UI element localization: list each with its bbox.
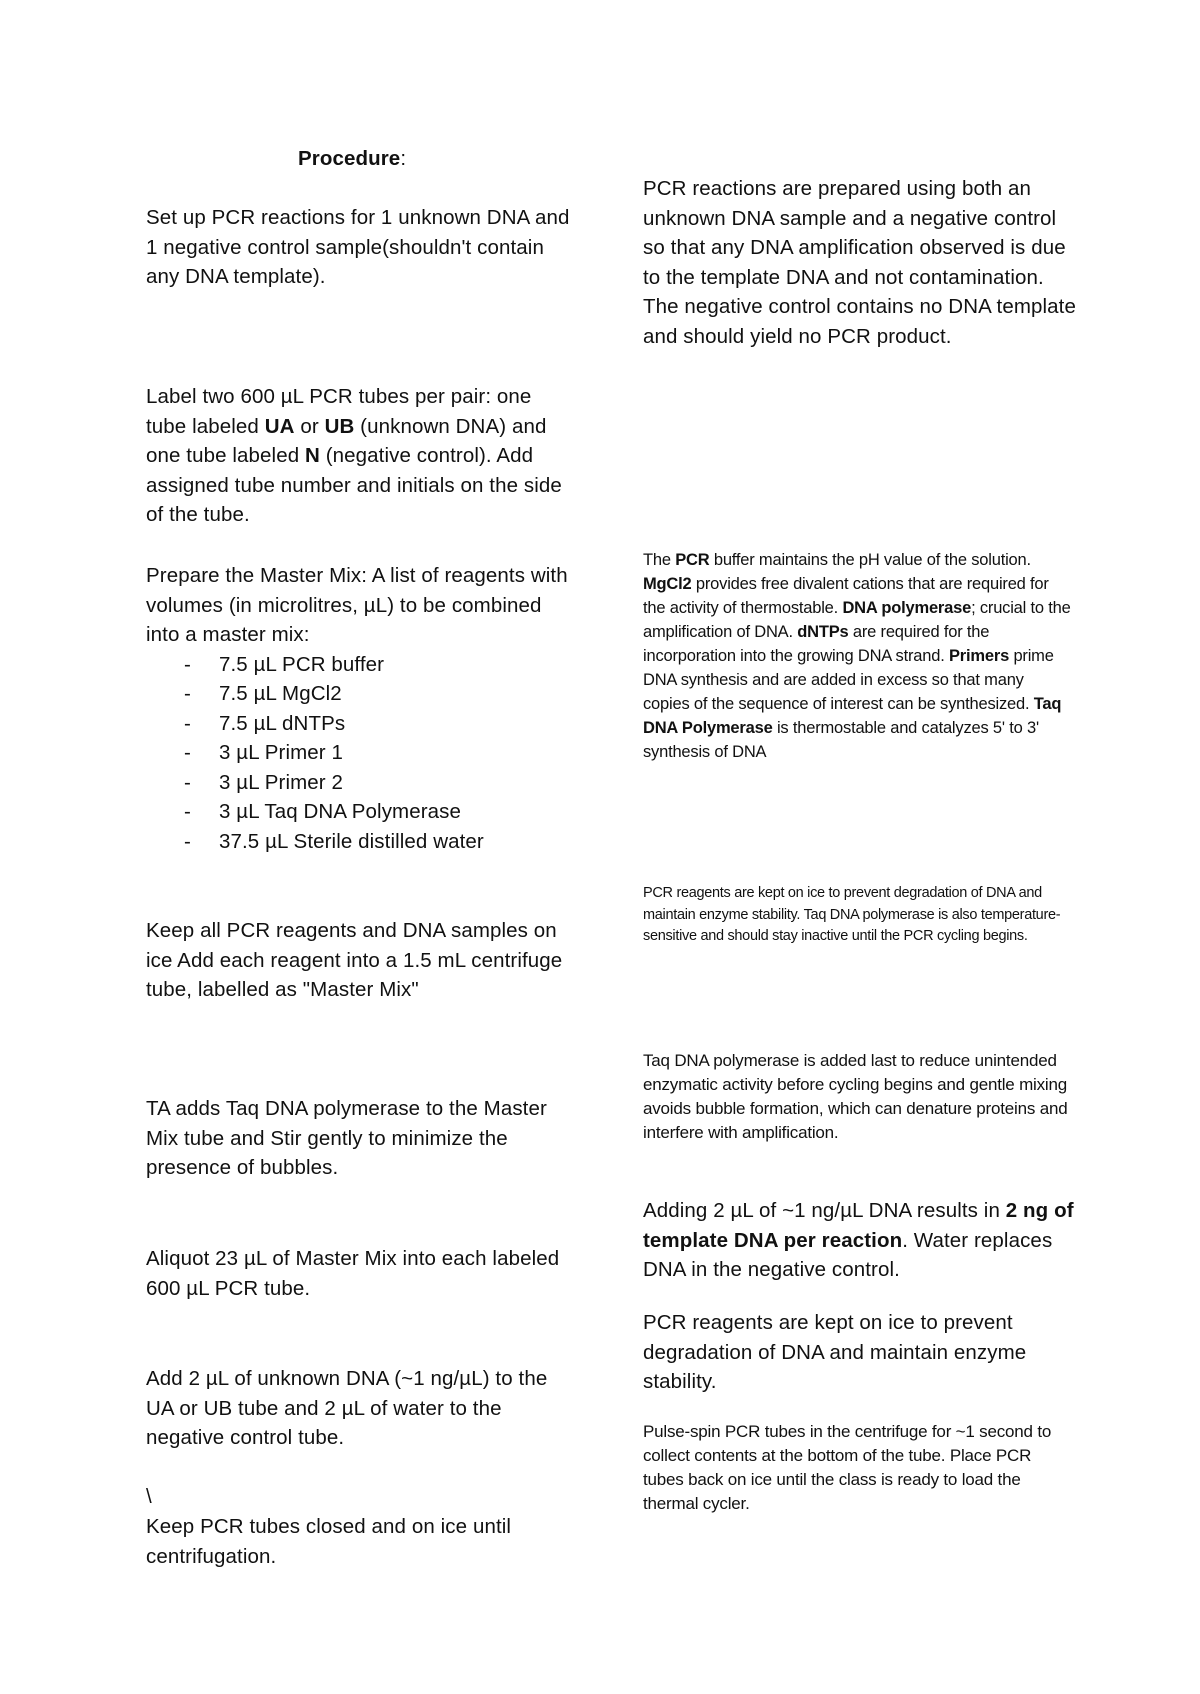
list-item: - 7.5 µL MgCl2 — [184, 682, 342, 705]
list-item: - 7.5 µL PCR buffer — [184, 652, 385, 676]
taq-last-note: Taq DNA polymerase is added last to reduce unintended enzymatic activity before cycling begins and gentle mixing avoids bubble formation, which can denature proteins and interfere with amplification. — [643, 1051, 1068, 1142]
keep-on-ice-step: Keep all PCR reagents and DNA samples on ice Add each reagent into a 1.5 mL centrifuge tube, labelled as "Master Mix" — [146, 919, 563, 1001]
ice-note: PCR reagents are kept on ice to prevent degradation of DNA and maintain enzyme stability. Taq DNA polymerase is also temperature-sensitive and should stay inactive until the PCR cycling begins. — [643, 885, 1061, 944]
list-item: - 3 µL Taq DNA Polymerase — [184, 800, 462, 823]
ta-adds-taq-step: TA adds Taq DNA polymerase to the Master Mix tube and Stir gently to minimize the presence of bubbles. — [146, 1097, 547, 1179]
aliquot-step: Aliquot 23 µL of Master Mix into each labeled 600 µL PCR tube. — [146, 1247, 560, 1300]
list-item: - 7.5 µL dNTPs — [184, 711, 346, 735]
template-amount-note: Adding 2 µL of ~1 ng/µL DNA results in 2 ng of template DNA per reaction. Water replaces DNA in the negative control. — [643, 1199, 1074, 1281]
list-item: - 37.5 µL Sterile distilled water — [184, 829, 484, 853]
ice-note-2: PCR reagents are kept on ice to prevent degradation of DNA and maintain enzyme stability. — [643, 1311, 1027, 1393]
backslash-mark: \ — [146, 1485, 152, 1508]
list-item: - 3 µL Primer 1 — [184, 741, 343, 764]
master-mix-intro: Prepare the Master Mix: A list of reagents with volumes (in microlitres, µL) to be combined into a master mix: — [146, 564, 568, 646]
pulse-spin-note: Pulse-spin PCR tubes in the centrifuge for ~1 second to collect contents at the bottom of the tube. Place PCR tubes back on ice until the class is ready to load the thermal cycler. — [643, 1422, 1052, 1513]
keep-closed-step: Keep PCR tubes closed and on ice until centrifugation. — [146, 1515, 512, 1568]
label-tubes-step: Label two 600 µL PCR tubes per pair: one tube labeled UA or UB (unknown DNA) and one tube labeled N (negative control). Add assigned tube number and initials on the side of the tube. — [146, 385, 568, 526]
list-item: - 3 µL Primer 2 — [184, 770, 343, 794]
negative-control-note: PCR reactions are prepared using both an unknown DNA sample and a negative control so that any DNA amplification observed is due to the template DNA and not contamination. The negative control contains no DNA template and should yield no PCR product. — [643, 177, 1076, 348]
setup-step: Set up PCR reactions for 1 unknown DNA and 1 negative control sample(shouldn't contain any DNA template). — [146, 206, 570, 288]
master-mix-step — [146, 561, 576, 856]
buffer-note: The PCR buffer maintains the pH value of the solution. MgCl2 provides free divalent cations that are required for the activity of thermostable. DNA polymerase; crucial to the amplification of DNA. dNTPs are required for the incorporation into the growing DNA strand. Primers prime DNA synthesis and are added in excess so that many copies of the sequence of interest can be synthesized. Taq DNA Polymerase is thermostable and catalyzes 5' to 3' synthesis of DNA — [643, 551, 1075, 761]
reagent-list — [146, 650, 576, 857]
add-dna-step: Add 2 µL of unknown DNA (~1 ng/µL) to the UA or UB tube and 2 µL of water to the negative control tube. — [146, 1367, 548, 1449]
procedure-heading: Procedure: — [298, 147, 407, 170]
